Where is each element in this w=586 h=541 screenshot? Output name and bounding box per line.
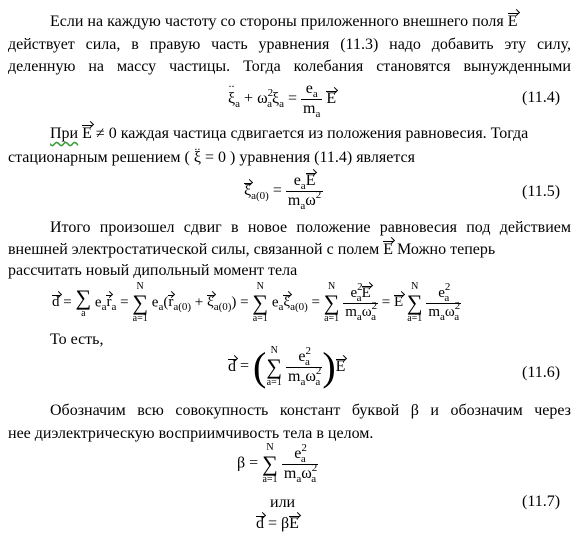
para1-line1 <box>50 12 518 31</box>
equation-number-11-5: (11.5) <box>522 183 561 200</box>
equation-number-11-7: (11.7) <box>522 493 561 510</box>
fraction-e-over-m: $\frac{e_a}{m_a}$ <box>303 80 321 120</box>
xi-ddot: ·· ξ <box>228 90 235 108</box>
equation-11-5: $\xi_{a(0)}$ = $\frac{e_aE}{m_a\omega^2}$ <box>244 172 322 212</box>
equation-11-4: ·· $\xi_a + \omega^2_a\xi_a$ = $\frac{e_a}{m_a}$ E <box>228 80 336 119</box>
to-est-text: То есть, <box>50 331 104 348</box>
para1-line2: действует сила, в правую часть уравнения (11.3) надо добавить эту силу, <box>8 36 571 53</box>
vector-E: E <box>507 13 518 30</box>
para1-line3: деленную на массу частицы. Тогда колебания становятся вынужденными <box>8 58 571 75</box>
equation-11-6: d = ( N ∑ a=1 $\frac{e^2_a}{m_a\omega^2_a}$ )E <box>228 344 346 389</box>
para4-line1: Обозначим всю совокупность констант буквой β и обозначим через <box>50 402 571 419</box>
equation-number-11-4: (11.4) <box>522 89 561 106</box>
para1-line1-text: Если на каждую частоту со стороны приложенного внешнего поля <box>50 13 504 30</box>
para3-line2: внешней электростатической силы, связанной с полем E Можно теперь <box>8 241 496 258</box>
para2-line2: стационарным решением ( ·· ξ = 0 ) уравнения (11.4) является <box>8 148 415 167</box>
equation-dipole-moment: d = ∑ a $e_ar_a$ = N ∑ a=1 $e_a(r_{a(0)} + \xi_{a(0)})$ = N ∑ a=1 $e_a\xi_{a(0)}$ = N ∑ a=1 $\frac{e^2_aE}{m_a\omega^2_a}$ = E N ∑ a=1 $\frac{e^2_a}{m_a\omega^2_a}$ <box>52 280 461 324</box>
para3-line3: рассчитать новый дипольный момент тела <box>8 262 298 279</box>
ili-text: или <box>270 494 296 511</box>
equation-number-11-6: (11.6) <box>522 364 561 381</box>
fraction-eE-over-m-omega: $\frac{e_aE}{m_a\omega^2}$ <box>287 172 322 212</box>
para2-line1: При E ≠ 0 каждая частица сдвигается из положения равновесия. Тогда <box>50 125 529 142</box>
para4-line2: нее диэлектрическую восприимчивость тела в целом. <box>8 425 374 442</box>
equation-11-7-beta: β = N ∑ a=1 $\frac{e^2_a}{m_a\omega^2_a}$ <box>237 441 318 485</box>
para3-line1: Итого произошел сдвиг в новое положение равновесия под действием <box>50 219 571 236</box>
equation-11-7-final: d = βE <box>256 515 299 532</box>
